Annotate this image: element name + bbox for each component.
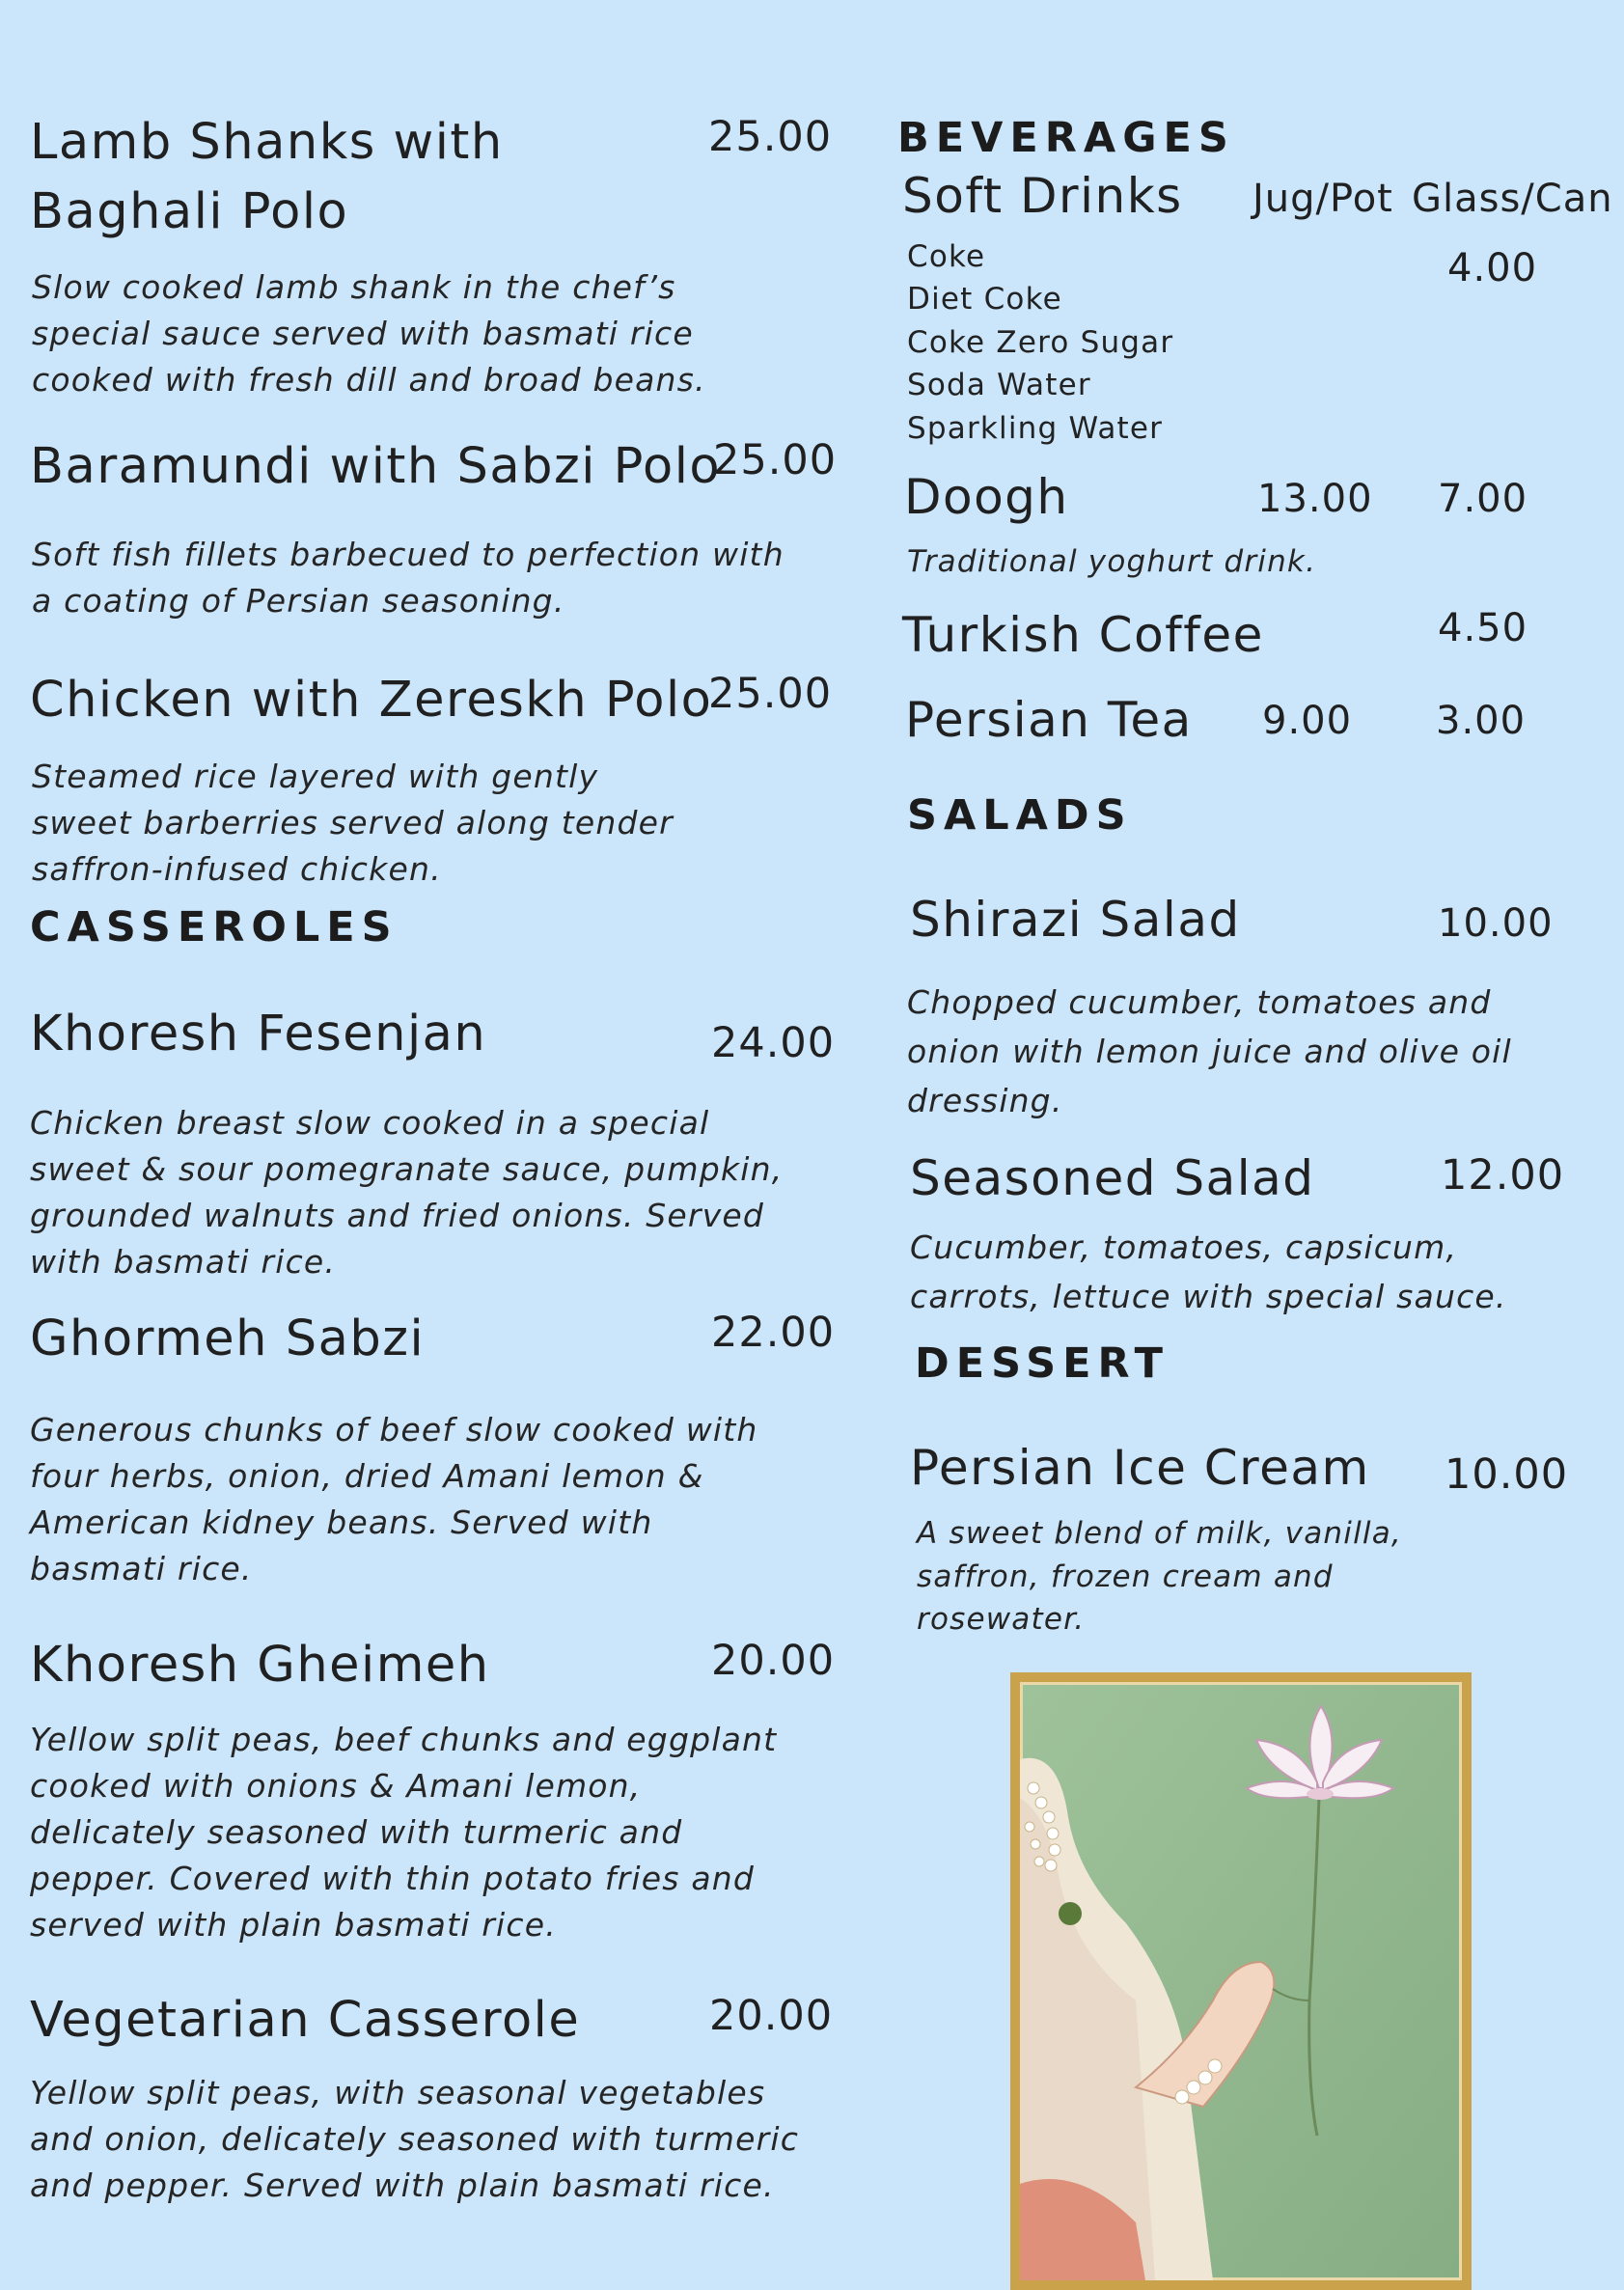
painting-artwork <box>1020 1682 1462 2280</box>
soft-drink-item: Coke Zero Sugar <box>907 325 1174 360</box>
dish-price-seasoned-salad: 12.00 <box>1441 1151 1565 1200</box>
soft-drink-item: Soda Water <box>907 368 1091 402</box>
dish-title-baramundi: Baramundi with Sabzi Polo <box>30 438 722 495</box>
section-heading-salads: SALADS <box>907 791 1133 840</box>
section-heading-casseroles: CASSEROLES <box>30 903 399 952</box>
dish-description-seasoned-salad: Cucumber, tomatoes, capsicum, carrots, lettuce with special sauce. <box>910 1228 1507 1315</box>
dish-title-ghormeh-sabzi: Ghormeh Sabzi <box>30 1311 426 1367</box>
dish-title-seasoned-salad: Seasoned Salad <box>910 1150 1315 1206</box>
column-header-glass-can: Glass/Can <box>1412 177 1613 221</box>
dish-description-vegetarian-casserole: Yellow split peas, with seasonal vegetables and onion, delicately seasoned with turmeric and pepper. Served with plain basmati rice. <box>30 2074 800 2204</box>
dish-price-vegetarian-casserole: 20.00 <box>709 1992 834 2040</box>
doogh-price-glass: 7.00 <box>1438 477 1528 521</box>
dish-price-khoresh-fesenjan: 24.00 <box>711 1019 836 1067</box>
soft-drink-item: Diet Coke <box>907 282 1062 317</box>
persian-tea-price-glass: 3.00 <box>1436 699 1527 743</box>
dish-price-shirazi-salad: 10.00 <box>1438 901 1554 946</box>
turkish-coffee-title: Turkish Coffee <box>902 607 1264 663</box>
doogh-price-jug: 13.00 <box>1257 477 1373 521</box>
persian-tea-title: Persian Tea <box>905 692 1193 748</box>
turkish-coffee-price: 4.50 <box>1438 606 1528 650</box>
dish-description-baramundi: Soft fish fillets barbecued to perfection with a coating of Persian seasoning. <box>32 536 784 620</box>
dish-description-lamb-shanks: Slow cooked lamb shank in the chef’s special sauce served with basmati rice cooked with fresh dill and broad beans. <box>32 268 706 399</box>
dish-price-lamb-shanks: 25.00 <box>708 113 833 161</box>
dish-title-khoresh-gheimeh: Khoresh Gheimeh <box>30 1637 490 1694</box>
soft-drink-item: Coke <box>907 239 986 274</box>
dish-title-shirazi-salad: Shirazi Salad <box>910 892 1241 948</box>
dish-description-persian-ice-cream: A sweet blend of milk, vanilla, saffron, frozen cream and rosewater. <box>917 1516 1402 1637</box>
dish-title-lamb-shanks: Lamb Shanks with Baghali Polo <box>30 114 504 241</box>
dish-description-khoresh-gheimeh: Yellow split peas, beef chunks and eggplant cooked with onions & Amani lemon, delicately seasoned with turmeric and pepper. Covered with thin potato fries and served with plain basmati rice. <box>30 1721 778 1944</box>
dish-price-persian-ice-cream: 10.00 <box>1445 1450 1569 1499</box>
dish-price-baramundi: 25.00 <box>713 436 838 484</box>
dish-description-shirazi-salad: Chopped cucumber, tomatoes and onion with lemon juice and olive oil dressing. <box>907 983 1512 1119</box>
dish-title-chicken-zereskh: Chicken with Zereskh Polo <box>30 672 713 729</box>
doogh-description: Traditional yoghurt drink. <box>907 544 1317 579</box>
persian-miniature-painting <box>1010 1672 1472 2290</box>
soft-drinks-price: 4.00 <box>1447 246 1538 290</box>
column-header-jug-pot: Jug/Pot <box>1252 177 1393 221</box>
dish-title-khoresh-fesenjan: Khoresh Fesenjan <box>30 1006 487 1062</box>
dish-description-khoresh-fesenjan: Chicken breast slow cooked in a special sweet & sour pomegranate sauce, pumpkin, grounded walnuts and fried onions. Served with basmati rice. <box>30 1104 784 1281</box>
dish-price-khoresh-gheimeh: 20.00 <box>711 1637 836 1685</box>
dish-title-persian-ice-cream: Persian Ice Cream <box>910 1440 1370 1496</box>
section-heading-beverages: BEVERAGES <box>897 114 1235 162</box>
soft-drink-item: Sparkling Water <box>907 411 1164 446</box>
persian-tea-price-jug: 9.00 <box>1262 699 1353 743</box>
dish-description-ghormeh-sabzi: Generous chunks of beef slow cooked with four herbs, onion, dried Amani lemon & American kidney beans. Served with basmati rice. <box>30 1411 758 1587</box>
soft-drinks-title: Soft Drinks <box>902 168 1183 224</box>
dish-price-chicken-zereskh: 25.00 <box>708 670 833 718</box>
section-heading-dessert: DESSERT <box>915 1339 1170 1388</box>
dish-title-vegetarian-casserole: Vegetarian Casserole <box>30 1992 581 2049</box>
dish-price-ghormeh-sabzi: 22.00 <box>711 1309 836 1357</box>
dish-description-chicken-zereskh: Steamed rice layered with gently sweet barberries served along tender saffron-infused chicken. <box>32 758 674 888</box>
doogh-title: Doogh <box>904 469 1069 525</box>
